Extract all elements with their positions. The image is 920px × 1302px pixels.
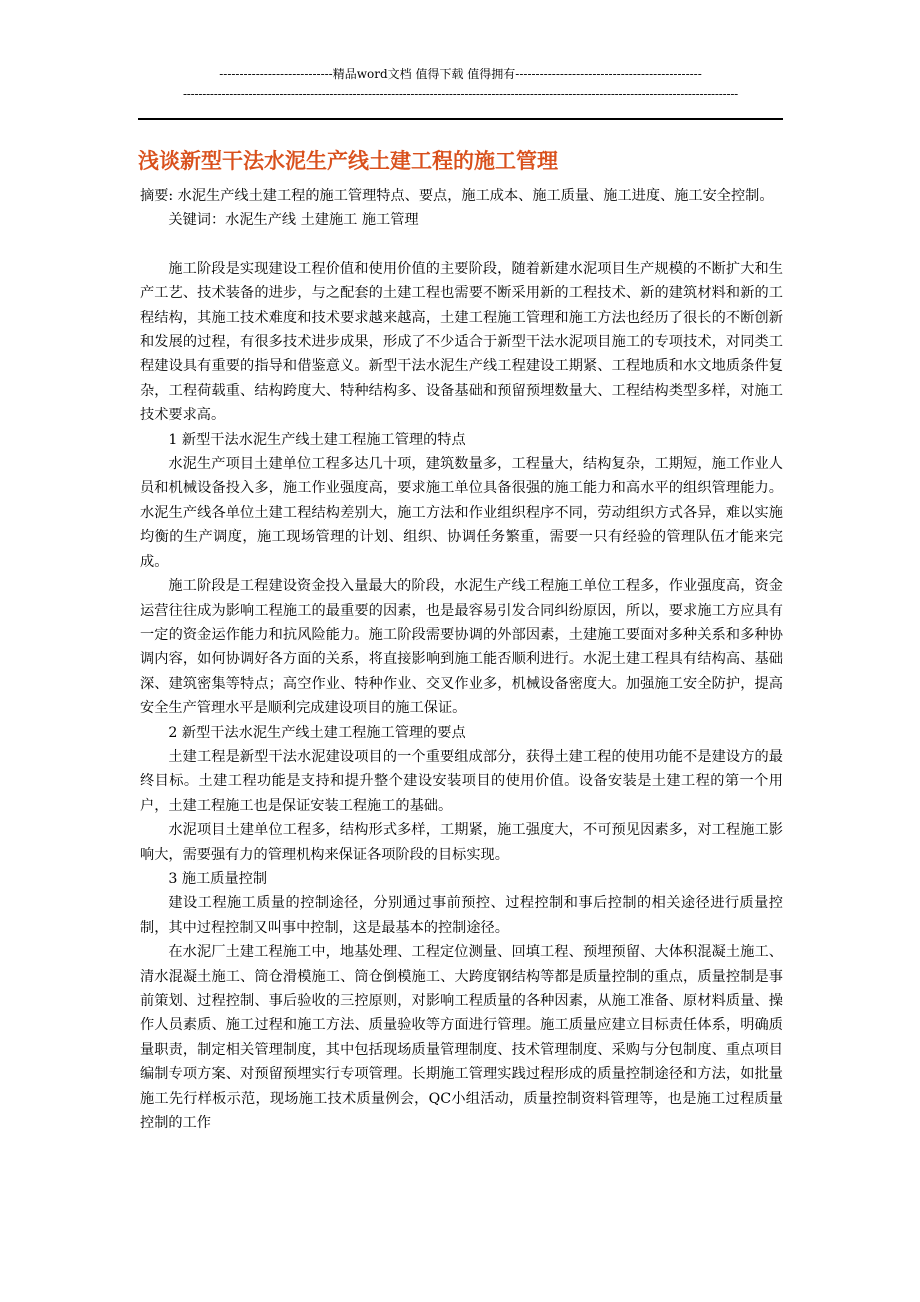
keywords: 关键词：水泥生产线 土建施工 施工管理 (168, 212, 419, 229)
document-body (140, 184, 783, 1135)
section-heading: 1 新型干法水泥生产线土建工程施工管理的特点 (168, 431, 466, 448)
abstract: 摘要: 水泥生产线土建工程的施工管理特点、要点，施工成本、施工质量、施工进度、施工安全控制。 (140, 188, 774, 204)
paragraph: 土建工程是新型干法水泥建设项目的一个重要组成部分，获得土建工程的使用功能不是建设方的最终目标。土建工程功能是支持和提升整个建设安装项目的使用价值。设备安装是土建工程的第一个用户，土建工程施工也是保证安装工程施工的基础。 (140, 748, 783, 814)
paragraph: 施工阶段是工程建设资金投入量最大的阶段，水泥生产线工程施工单位工程多，作业强度高，资金运营往往成为影响工程施工的最重要的因素，也是最容易引发合同纠纷原因，所以，要求施工方应具有一定的资金运作能力和抗风险能力。施工阶段需要协调的外部因素，土建施工要面对多种关系和多种协调内容，如何协调好各方面的关系，将直接影响到施工能否顺利进行。水泥土建工程具有结构高、基础深、建筑密集等特点；高空作业、特种作业、交叉作业多，机械设备密度大。加强施工安全防护，提高安全生产管理水平是顺利完成建设项目的施工保证。 (140, 578, 783, 717)
header-dash-line: ------------------------------------------------------------------------------------------------------------------------------------------------ (182, 87, 739, 101)
spacer (140, 233, 783, 257)
section-heading: 3 施工质量控制 (168, 870, 268, 887)
header-banner: ----------------------------精品word文档 值得下载 值得拥有---------------------------------------------- (219, 67, 702, 81)
paragraph: 水泥项目土建单位工程多，结构形式多样，工期紧，施工强度大，不可预见因素多，对工程施工影响大，需要强有力的管理机构来保证各项阶段的目标实现。 (140, 822, 783, 863)
paragraph: 施工阶段是实现建设工程价值和使用价值的主要阶段，随着新建水泥项目生产规模的不断扩大和生产工艺、技术装备的进步，与之配套的土建工程也需要不断采用新的工程技术、新的建筑材料和新的工程结构，其施工技术难度和技术要求越来越高，土建工程施工管理和施工方法也经历了很长的不断创新和发展的过程，有很多技术进步成果，形成了不少适合于新型干法水泥项目施工的专项技术，对同类工程建设具有重要的指导和借鉴意义。新型干法水泥生产线工程建设工期紧、工程地质和水文地质条件复杂，工程荷载重、结构跨度大、特种结构多、设备基础和预留预埋数量大、工程结构类型多样，对施工技术要求高。 (140, 260, 783, 424)
paragraph: 建设工程施工质量的控制途径，分别通过事前预控、过程控制和事后控制的相关途径进行质量控制，其中过程控制又叫事中控制，这是最基本的控制途径。 (140, 895, 783, 936)
section-heading: 2 新型干法水泥生产线土建工程施工管理的要点 (168, 724, 466, 741)
page-header (138, 64, 783, 104)
header-rule (138, 118, 783, 120)
document-title: 浅谈新型干法水泥生产线土建工程的施工管理 (138, 149, 558, 173)
paragraph: 水泥生产项目土建单位工程多达几十项，建筑数量多，工程量大，结构复杂，工期短，施工作业人员和机械设备投入多，施工作业强度高，要求施工单位具备很强的施工能力和高水平的组织管理能力。水泥生产线各单位土建工程结构差别大，施工方法和作业组织程序不同，劳动组织方式各异，难以实施均衡的生产调度，施工现场管理的计划、组织、协调任务繁重，需要一只有经验的管理队伍才能来完成。 (140, 456, 783, 570)
paragraph: 在水泥厂土建工程施工中，地基处理、工程定位测量、回填工程、预埋预留、大体积混凝土施工、清水混凝土施工、筒仓滑模施工、筒仓倒模施工、大跨度钢结构等都是质量控制的重点，质量控制是事前策划、过程控制、事后验收的三控原则，对影响工程质量的各种因素，从施工准备、原材料质量、操作人员素质、施工过程和施工方法、质量验收等方面进行管理。施工质量应建立目标责任体系，明确质量职责，制定相关管理制度，其中包括现场质量管理制度、技术管理制度、采购与分包制度、重点项目编制专项方案、对预留预埋实行专项管理。长期施工管理实践过程形成的质量控制途径和方法，如批量施工先行样板示范，现场施工技术质量例会，QC小组活动，质量控制资料管理等，也是施工过程质量控制的工作 (140, 944, 783, 1132)
